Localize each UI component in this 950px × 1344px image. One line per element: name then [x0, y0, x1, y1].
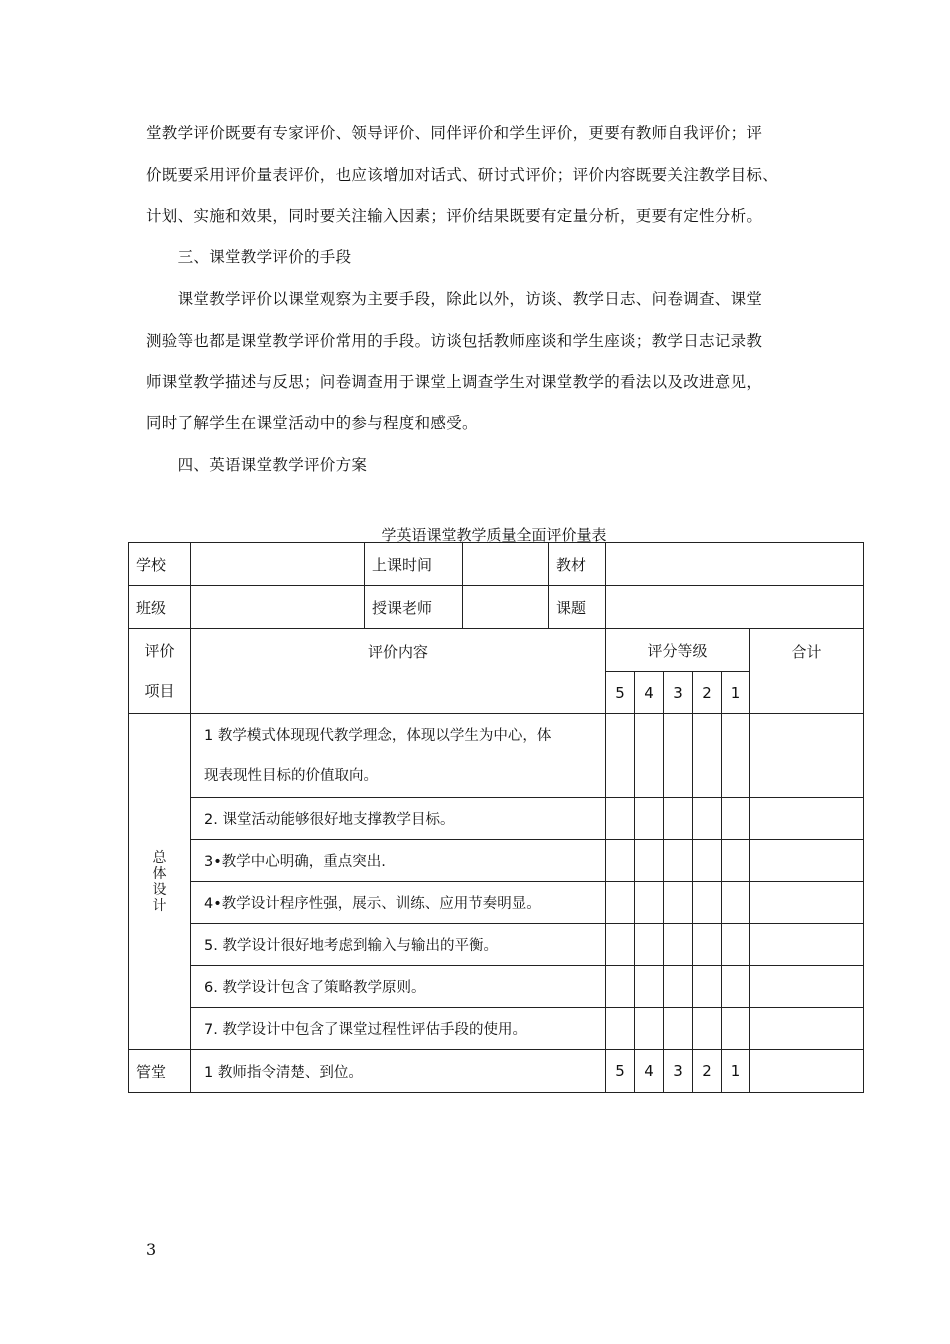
score-header-3: 3 [664, 672, 693, 714]
paragraph-line: 课堂教学评价以课堂观察为主要手段，除此以外，访谈、教学日志、问卷调查、课堂 [146, 290, 763, 308]
topic-label: 课题 [549, 586, 606, 629]
total-cell[interactable] [750, 840, 864, 882]
score-cell[interactable] [635, 840, 664, 882]
score-header-5: 5 [606, 672, 635, 714]
score-cell[interactable] [693, 798, 722, 840]
total-cell[interactable] [750, 966, 864, 1008]
score-option-1[interactable]: 1 [722, 1050, 750, 1093]
score-cell[interactable] [722, 840, 750, 882]
total-cell[interactable] [750, 882, 864, 924]
criterion-4: 4•教学设计程序性强，展示、训练、应用节奏明显。 [191, 882, 606, 924]
score-cell[interactable] [635, 1008, 664, 1050]
score-cell[interactable] [606, 840, 635, 882]
section-heading: 三、课堂教学评价的手段 [146, 248, 352, 266]
total-cell[interactable] [750, 1008, 864, 1050]
score-cell[interactable] [635, 882, 664, 924]
evaluation-item-header-top: 评价 [144, 642, 175, 660]
score-cell[interactable] [635, 798, 664, 840]
score-cell[interactable] [664, 714, 693, 798]
score-header-2: 2 [693, 672, 722, 714]
class-label: 班级 [129, 586, 191, 629]
total-cell[interactable] [750, 924, 864, 966]
criterion-1-line-1: 1 教学模式体现现代教学理念，体现以学生为中心，体 [204, 727, 552, 744]
score-cell[interactable] [693, 714, 722, 798]
score-cell[interactable] [664, 1008, 693, 1050]
score-cell[interactable] [606, 924, 635, 966]
score-cell[interactable] [664, 924, 693, 966]
management-criterion-1: 1 教师指令清楚、到位。 [191, 1050, 606, 1093]
criterion-6: 6. 教学设计包含了策略教学原则。 [191, 966, 606, 1008]
score-cell[interactable] [722, 1008, 750, 1050]
score-cell[interactable] [606, 1008, 635, 1050]
paragraph-line: 价既要采用评价量表评价，也应该增加对话式、研讨式评价；评价内容既要关注教学目标、 [146, 166, 779, 184]
paragraph-line: 测验等也都是课堂教学评价常用的手段。访谈包括教师座谈和学生座谈；教学日志记录教 [146, 332, 763, 350]
school-value-cell[interactable] [191, 543, 365, 586]
score-cell[interactable] [664, 882, 693, 924]
criterion-2: 2. 课堂活动能够很好地支撑教学目标。 [191, 798, 606, 840]
score-cell[interactable] [693, 1008, 722, 1050]
score-cell[interactable] [693, 840, 722, 882]
criterion-5: 5. 教学设计很好地考虑到输入与输出的平衡。 [191, 924, 606, 966]
class-value-cell[interactable] [191, 586, 365, 629]
evaluation-content-header: 评价内容 [191, 629, 606, 714]
score-cell[interactable] [722, 798, 750, 840]
total-cell[interactable] [750, 714, 864, 798]
section-heading: 四、英语课堂教学评价方案 [146, 456, 368, 474]
class-time-value-cell[interactable] [463, 543, 549, 586]
score-option-4[interactable]: 4 [635, 1050, 664, 1093]
criterion-7: 7. 教学设计中包含了课堂过程性评估手段的使用。 [191, 1008, 606, 1050]
score-header-1: 1 [722, 672, 750, 714]
evaluation-table [128, 542, 864, 1093]
score-cell[interactable] [635, 924, 664, 966]
paragraph-line: 师课堂教学描述与反思；问卷调查用于课堂上调查学生对课堂教学的看法以及改进意见， [146, 373, 763, 391]
table-title: 学英语课堂教学质量全面评价量表 [381, 526, 607, 544]
teacher-value-cell[interactable] [463, 586, 549, 629]
total-header: 合计 [750, 629, 864, 714]
paragraph-line: 同时了解学生在课堂活动中的参与程度和感受。 [146, 414, 478, 432]
paragraph-line: 堂教学评价既要有专家评价、领导评价、同伴评价和学生评价，更要有教师自我评价；评 [146, 124, 763, 142]
score-cell[interactable] [722, 966, 750, 1008]
evaluation-item-header-bottom: 项目 [144, 682, 175, 700]
criterion-3: 3•教学中心明确，重点突出. [191, 840, 606, 882]
textbook-value-cell[interactable] [606, 543, 864, 586]
evaluation-item-header [129, 629, 191, 714]
score-option-5[interactable]: 5 [606, 1050, 635, 1093]
score-cell[interactable] [635, 714, 664, 798]
textbook-label: 教材 [549, 543, 606, 586]
score-option-3[interactable]: 3 [664, 1050, 693, 1093]
teacher-label: 授课老师 [365, 586, 463, 629]
score-cell[interactable] [635, 966, 664, 1008]
criterion-1 [191, 714, 606, 798]
score-header-4: 4 [635, 672, 664, 714]
score-cell[interactable] [722, 924, 750, 966]
score-cell[interactable] [722, 714, 750, 798]
paragraph-line: 计划、实施和效果，同时要关注输入因素；评价结果既要有定量分析，更要有定性分析。 [146, 207, 763, 225]
score-cell[interactable] [722, 882, 750, 924]
score-cell[interactable] [693, 966, 722, 1008]
score-cell[interactable] [606, 714, 635, 798]
grade-header: 评分等级 [606, 629, 750, 672]
score-cell[interactable] [606, 966, 635, 1008]
class-time-label: 上课时间 [365, 543, 463, 586]
score-cell[interactable] [606, 798, 635, 840]
total-cell[interactable] [750, 798, 864, 840]
school-label: 学校 [129, 543, 191, 586]
score-cell[interactable] [664, 966, 693, 1008]
score-option-2[interactable]: 2 [693, 1050, 722, 1093]
section-overall-design-label: 总 体 设 计 [129, 714, 191, 1050]
section-classroom-management-label: 管堂 [129, 1050, 191, 1093]
score-cell[interactable] [693, 924, 722, 966]
score-cell[interactable] [664, 840, 693, 882]
score-cell[interactable] [693, 882, 722, 924]
total-cell[interactable] [750, 1050, 864, 1093]
page-number: 3 [146, 1240, 157, 1259]
score-cell[interactable] [664, 798, 693, 840]
score-cell[interactable] [606, 882, 635, 924]
criterion-1-line-2: 现表现性目标的价值取向。 [204, 767, 378, 784]
topic-value-cell[interactable] [606, 586, 864, 629]
